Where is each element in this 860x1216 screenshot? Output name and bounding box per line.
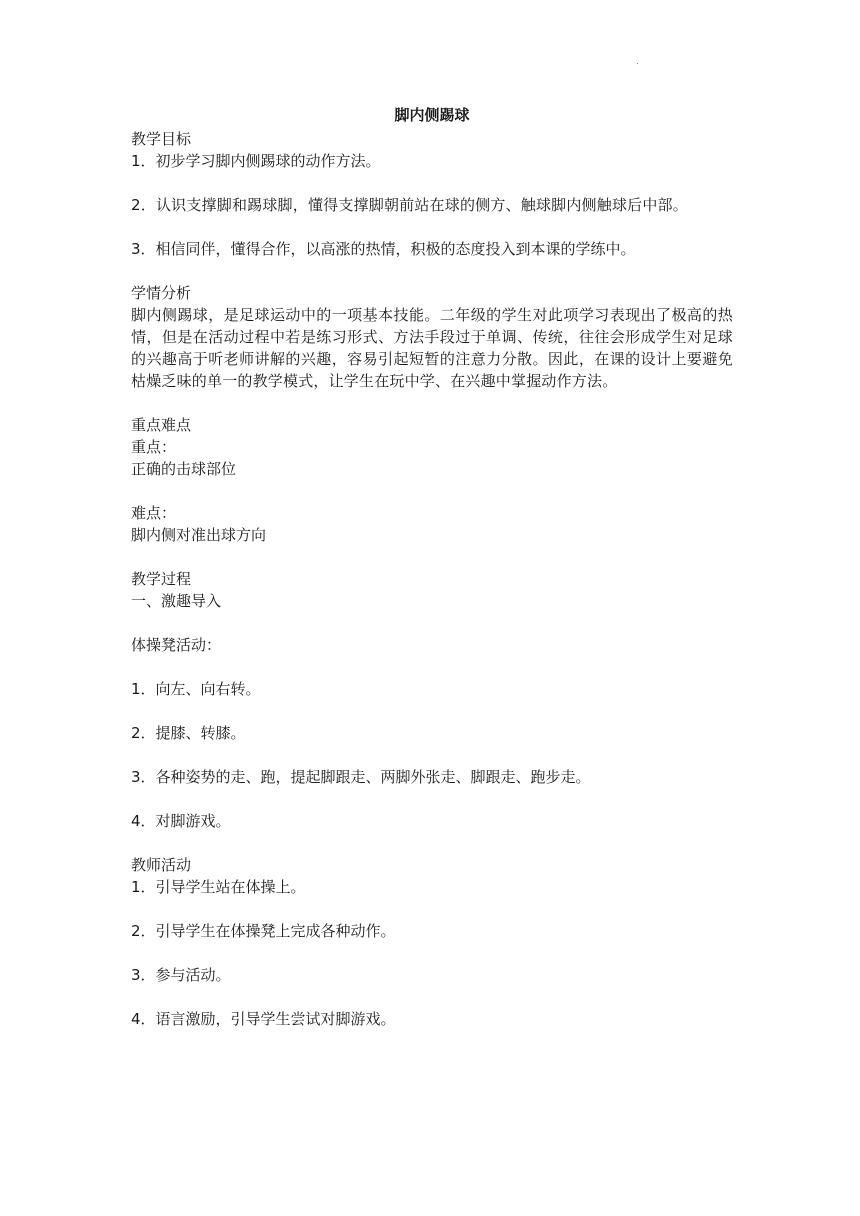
spacer [131, 788, 733, 810]
spacer [131, 898, 733, 920]
spacer [131, 392, 733, 414]
spacer [131, 744, 733, 766]
activity-item: 3．各种姿势的走、跑，提起脚跟走、两脚外张走、脚跟走、跑步走。 [131, 768, 591, 786]
teacher-item: 4．语言激励，引导学生尝试对脚游戏。 [131, 1010, 396, 1028]
key-points-heading: 重点难点 [131, 416, 192, 434]
activity-item: 4．对脚游戏。 [131, 812, 231, 830]
teacher-activity-heading: 教师活动 [131, 856, 192, 874]
spacer [131, 546, 733, 568]
process-section-title: 一、激趣导入 [131, 592, 222, 610]
difficulty-label: 难点： [131, 504, 177, 522]
activity-item: 1．向左、向右转。 [131, 680, 261, 698]
teacher-item: 1．引导学生站在体操上。 [131, 878, 306, 896]
key-label: 重点： [131, 438, 177, 456]
teacher-item: 2．引导学生在体操凳上完成各种动作。 [131, 922, 396, 940]
spacer [131, 942, 733, 964]
spacer [131, 612, 733, 634]
spacer [131, 260, 733, 282]
spacer [131, 480, 733, 502]
goals-heading: 教学目标 [131, 130, 192, 148]
goal-item: 1．初步学习脚内侧踢球的动作方法。 [131, 152, 381, 170]
goal-item: 3．相信同伴，懂得合作，以高涨的热情，积极的态度投入到本课的学练中。 [131, 240, 636, 258]
activity-item: 2．提膝、转膝。 [131, 724, 246, 742]
page-mark: . [636, 57, 639, 66]
spacer [131, 986, 733, 1008]
activity-label: 体操凳活动： [131, 636, 222, 654]
spacer [131, 656, 733, 678]
spacer [131, 832, 733, 854]
spacer [131, 700, 733, 722]
document-title: 脚内侧踢球 [394, 106, 470, 124]
difficulty-text: 脚内侧对准出球方向 [131, 526, 267, 544]
analysis-heading: 学情分析 [131, 284, 192, 302]
analysis-paragraph: 脚内侧踢球，是足球运动中的一项基本技能。二年级的学生对此项学习表现出了极高的热情，但是在活动过程中若是练习形式、方法手段过于单调、传统，往往会形成学生对足球的兴趣高于听老师讲解的兴趣，容易引起短暂的注意力分散。因此，在课的设计上要避免枯燥乏味的单一的教学模式，让学生在玩中学、在兴趣中掌握动作方法。 [131, 306, 733, 390]
spacer [131, 216, 733, 238]
document-body [131, 104, 733, 1030]
spacer [131, 172, 733, 194]
process-heading: 教学过程 [131, 570, 192, 588]
key-text: 正确的击球部位 [131, 460, 237, 478]
teacher-item: 3．参与活动。 [131, 966, 231, 984]
goal-item: 2．认识支撑脚和踢球脚，懂得支撑脚朝前站在球的侧方、触球脚内侧触球后中部。 [131, 196, 688, 214]
